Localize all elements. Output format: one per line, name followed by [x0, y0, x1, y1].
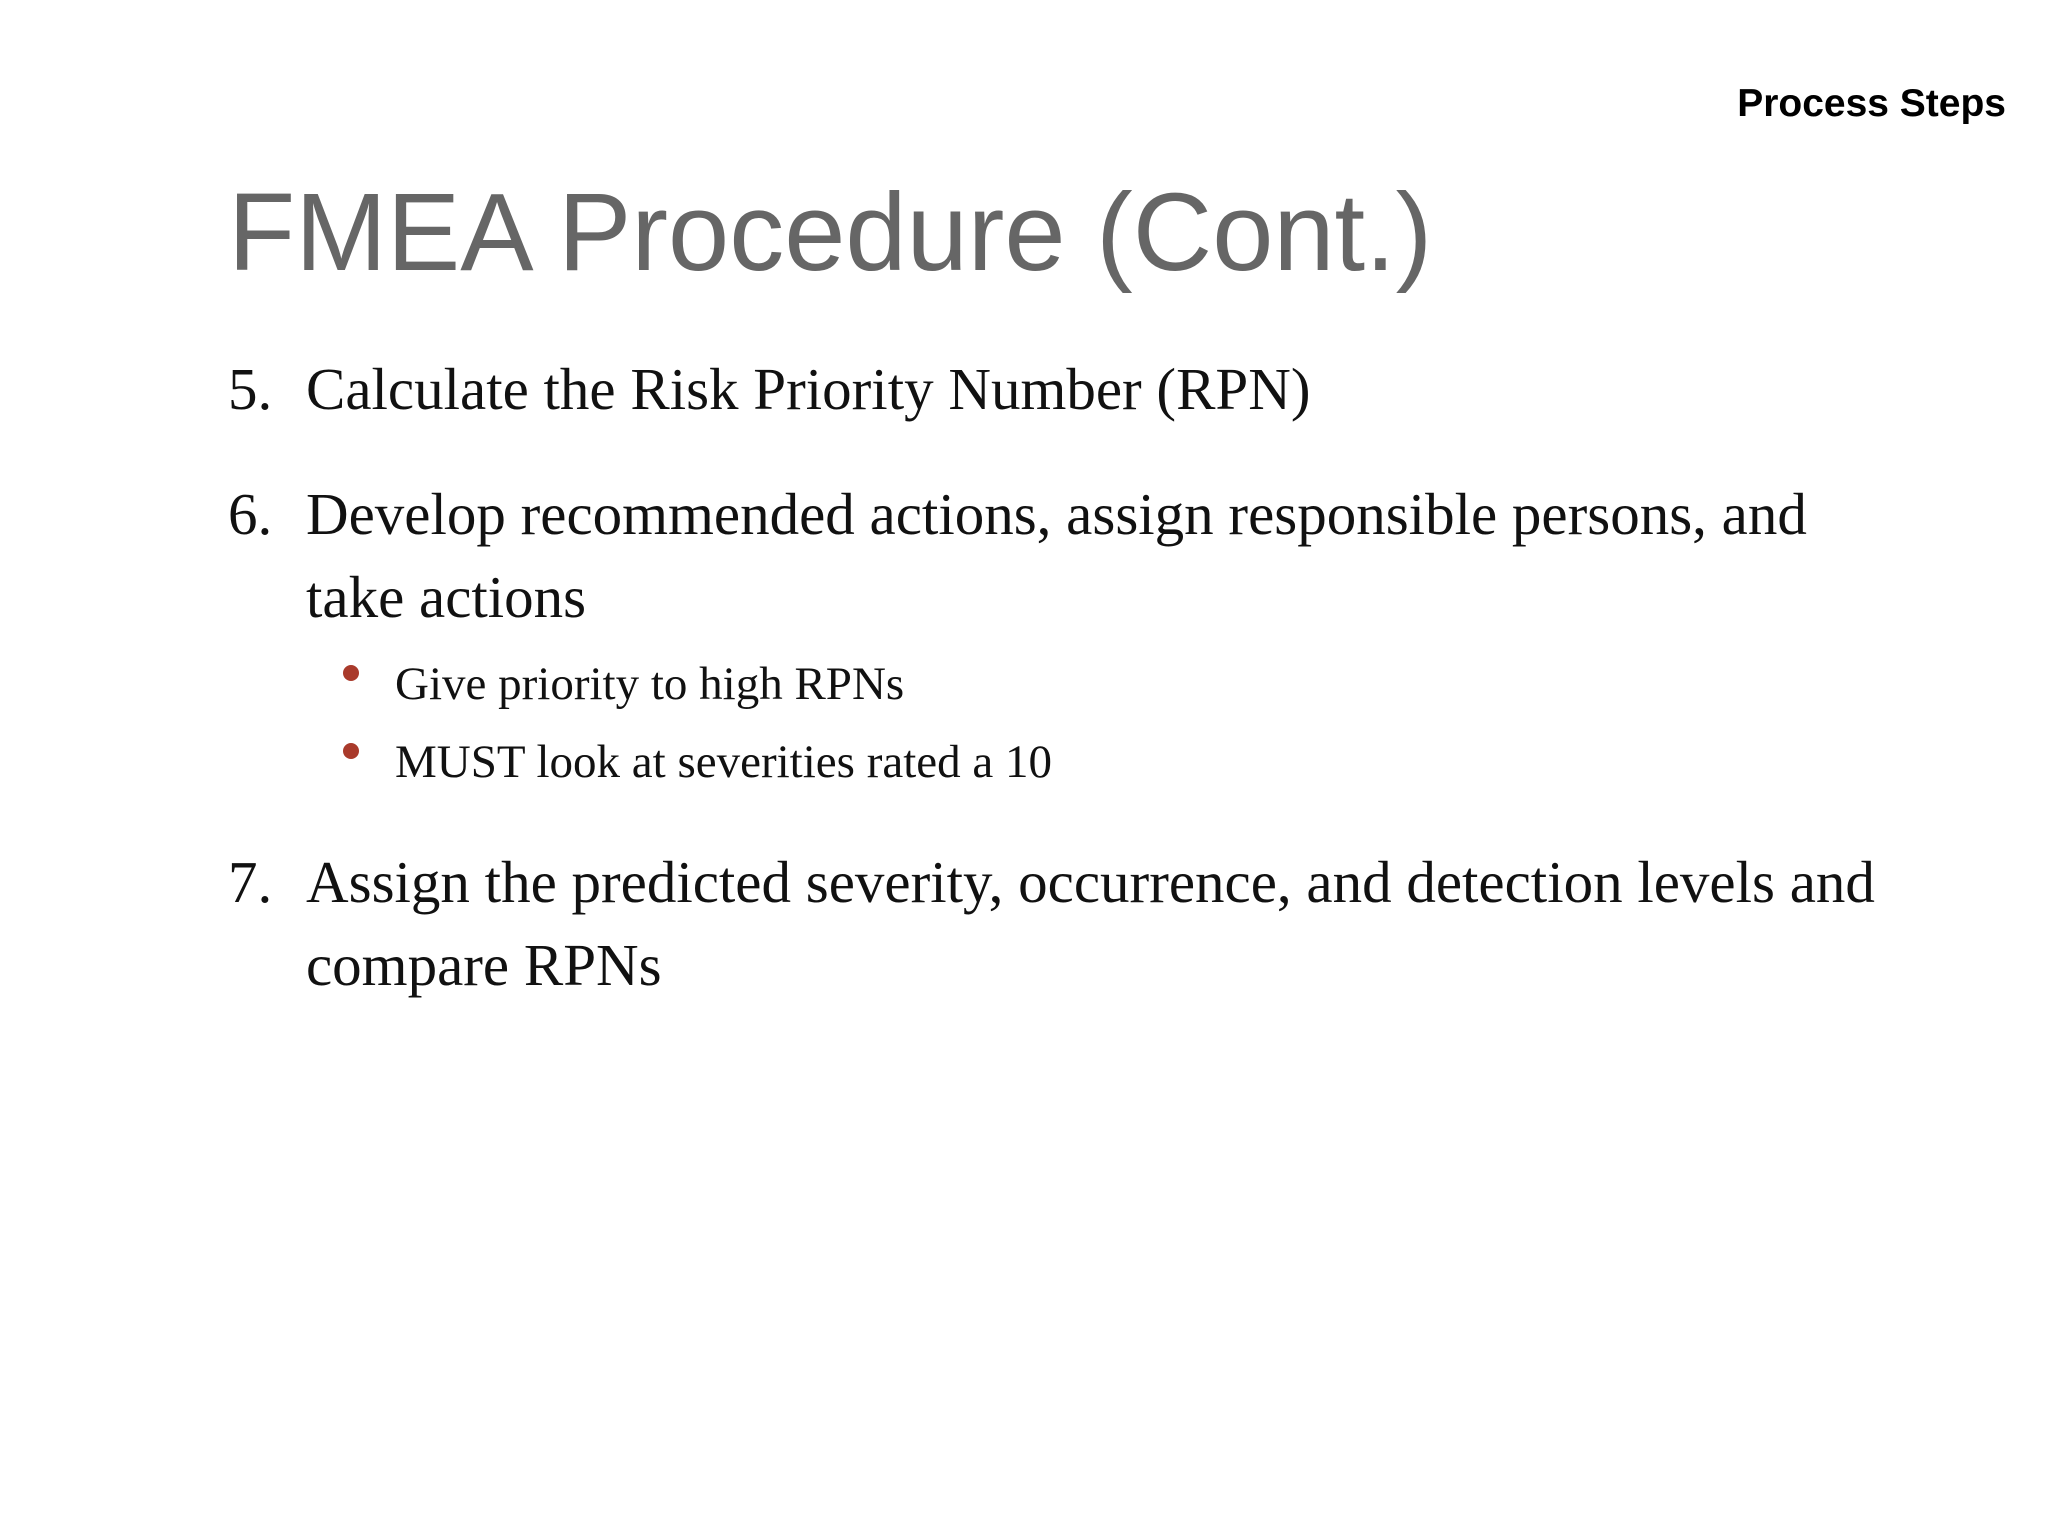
list-item-step-6: [228, 473, 1908, 801]
section-label: Process Steps: [1737, 82, 2006, 125]
slide-title: FMEA Procedure (Cont.): [228, 171, 1433, 294]
sub-bullet-list: [306, 645, 1908, 801]
sub-bullet-text: Give priority to high RPNs: [395, 658, 905, 710]
bullet-dot-icon: [343, 743, 359, 759]
bullet-dot-icon: [343, 665, 359, 681]
sub-bullet-item: [306, 723, 1908, 801]
sub-bullet-text: MUST look at severities rated a 10: [395, 736, 1052, 788]
step-number: 7.: [228, 849, 273, 915]
numbered-list: [228, 348, 1908, 1007]
step-number: 6.: [228, 481, 273, 547]
list-item-step-7: [228, 841, 1908, 1007]
sub-bullet-item: [306, 645, 1908, 723]
list-item-step-5: [228, 348, 1908, 431]
step-text: Assign the predicted severity, occurrence, and detection levels and compare RPNs: [306, 849, 1875, 998]
step-number: 5.: [228, 356, 273, 422]
step-text: Calculate the Risk Priority Number (RPN): [306, 356, 1311, 422]
step-text: Develop recommended actions, assign responsible persons, and take actions: [306, 481, 1807, 630]
